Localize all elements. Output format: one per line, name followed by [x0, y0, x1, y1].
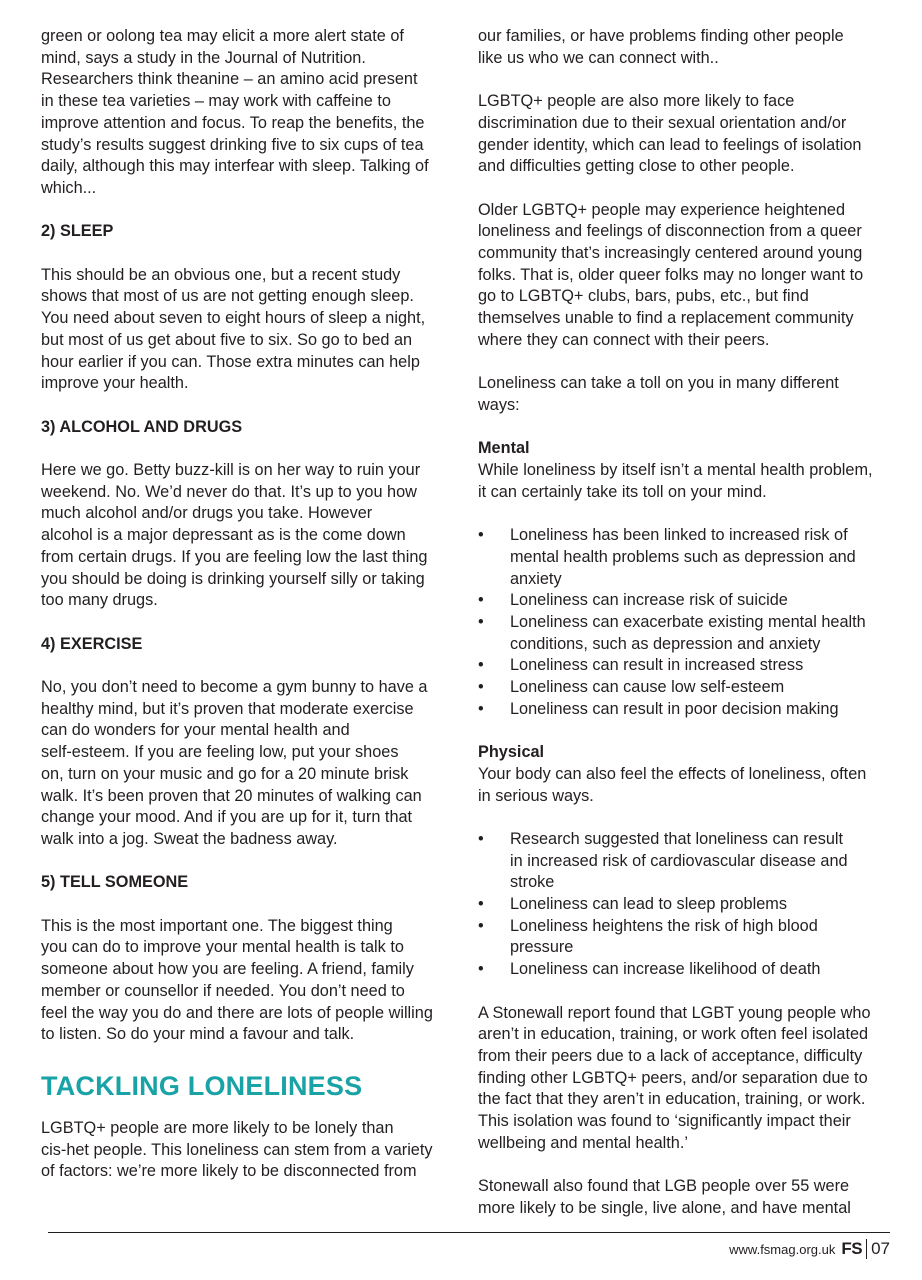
text-line: themselves unable to find a replacement community: [478, 309, 854, 328]
text-line: shows that most of us are not getting enough sleep.: [41, 287, 414, 306]
text-line: in serious ways.: [478, 786, 594, 805]
text-line: feel the way you do and there are lots of people willing: [41, 1003, 433, 1022]
text-line: You need about seven to eight hours of sleep a night,: [41, 309, 426, 328]
text-line: aren’t in education, training, or work often feel isolated: [478, 1025, 869, 1044]
text-line: our families, or have problems finding other people: [478, 27, 844, 45]
text-line: you should be doing is drinking yourself silly or taking: [41, 569, 425, 588]
tackling-loneliness-title: TACKLING LONELINESS: [41, 1070, 363, 1101]
list-item: [478, 959, 896, 981]
bullet-text: Loneliness can exacerbate existing mental health: [510, 612, 866, 631]
text-line: green or oolong tea may elicit a more alert state of: [41, 27, 404, 45]
text-line: No, you don’t need to become a gym bunny to have a: [41, 678, 428, 696]
text-line: member or counsellor if needed. You don’t need to: [41, 981, 405, 1000]
bullet-icon: •: [478, 526, 484, 545]
bullet-text: Loneliness can increase likelihood of death: [510, 960, 821, 979]
discrimination-paragraph: [478, 91, 896, 178]
text-line: self-esteem. If you are feeling low, put your shoes: [41, 743, 399, 762]
list-item: [478, 829, 896, 894]
mental-heading: Mental: [478, 439, 530, 458]
right-column: [478, 26, 896, 1220]
text-line: This is the most important one. The biggest thing: [41, 916, 393, 935]
bullet-text: stroke: [510, 873, 555, 892]
list-item: [478, 699, 896, 721]
text-line: on, turn on your music and go for a 20 minute brisk: [41, 764, 409, 783]
text-line: Your body can also feel the effects of loneliness, often: [478, 764, 867, 783]
text-line: to listen. So do your mind a favour and talk.: [41, 1025, 355, 1044]
text-line: the fact that they aren’t in education, training, or work.: [478, 1090, 866, 1109]
text-line: someone about how you are feeling. A friend, family: [41, 960, 414, 979]
list-item: [478, 525, 896, 590]
bullet-text: pressure: [510, 938, 574, 957]
text-line: mind, says a study in the Journal of Nutrition.: [41, 48, 366, 67]
text-line: weekend. No. We’d never do that. It’s up to you how: [41, 482, 417, 501]
list-item: [478, 677, 896, 699]
list-item: [478, 894, 896, 916]
bullet-text: Loneliness can result in increased stress: [510, 656, 804, 675]
older-people-paragraph: [478, 200, 896, 352]
text-line: go to LGBTQ+ clubs, bars, pubs, etc., but find: [478, 287, 809, 306]
loneliness-intro-paragraph: [41, 1118, 456, 1183]
text-line: LGBTQ+ people are more likely to be lonely than: [41, 1118, 394, 1137]
stonewall-lgb-paragraph: [478, 1176, 896, 1219]
text-line: hour earlier if you can. Those extra minutes can help: [41, 352, 420, 371]
text-line: LGBTQ+ people are also more likely to face: [478, 92, 795, 111]
list-item: [478, 916, 896, 959]
text-line: improve your health.: [41, 374, 189, 393]
text-line: you can do to improve your mental health is talk to: [41, 938, 404, 957]
list-item: [478, 655, 896, 677]
text-line: and difficulties getting close to other people.: [478, 157, 795, 176]
text-line: healthy mind, but it’s proven that moderate exercise: [41, 699, 414, 718]
text-line: it can certainly take its toll on your mind.: [478, 482, 767, 501]
text-line: like us who we can connect with..: [478, 48, 719, 67]
text-line: too many drugs.: [41, 591, 158, 610]
text-line: from their peers due to a lack of acceptance, difficulty: [478, 1046, 863, 1065]
alcohol-paragraph: [41, 460, 456, 612]
mental-bullet-list: [478, 525, 896, 720]
text-line: folks. That is, older queer folks may no longer want to: [478, 265, 864, 284]
text-line: This isolation was found to ‘significantly impact their: [478, 1112, 851, 1131]
text-line: change your mood. And if you are up for it, turn that: [41, 808, 413, 827]
text-line: walk into a jog. Sweat the badness away.: [41, 829, 338, 848]
text-line: alcohol is a major depressant as is the come down: [41, 526, 406, 545]
list-item: [478, 612, 896, 655]
text-line: Stonewall also found that LGB people over 55 were: [478, 1177, 850, 1196]
text-line: Older LGBTQ+ people may experience heightened: [478, 200, 846, 219]
text-line: Loneliness can take a toll on you in many different: [478, 374, 839, 393]
families-paragraph: [478, 26, 896, 69]
text-line: of factors: we’re more likely to be disconnected from: [41, 1162, 417, 1181]
exercise-paragraph: [41, 677, 456, 851]
bullet-icon: •: [478, 960, 484, 979]
list-item: [478, 590, 896, 612]
toll-paragraph: [478, 373, 896, 416]
bullet-text: Research suggested that loneliness can result: [510, 829, 844, 848]
intro-paragraph: [41, 26, 456, 200]
alcohol-heading: 3) ALCOHOL AND DRUGS: [41, 417, 243, 436]
bullet-text: Loneliness heightens the risk of high blood: [510, 916, 818, 935]
text-line: daily, although this may interfear with sleep. Talking of: [41, 157, 429, 176]
bullet-text: mental health problems such as depression and: [510, 547, 856, 566]
bullet-text: Loneliness can lead to sleep problems: [510, 895, 787, 914]
text-line: gender identity, which can lead to feelings of isolation: [478, 135, 862, 154]
page-footer: [729, 1238, 890, 1260]
page-number: 07: [871, 1239, 890, 1258]
mental-paragraph: [478, 460, 896, 503]
bullet-text: anxiety: [510, 569, 562, 588]
footer-divider: [48, 1232, 890, 1233]
footer-url-link[interactable]: www.fsmag.org.uk: [729, 1241, 836, 1257]
text-line: Here we go. Betty buzz-kill is on her way to ruin your: [41, 461, 421, 479]
text-line: This should be an obvious one, but a recent study: [41, 265, 401, 284]
text-line: finding other LGBTQ+ peers, and/or separation due to: [478, 1068, 868, 1087]
text-line: improve attention and focus. To reap the benefits, the: [41, 113, 425, 132]
bullet-text: Loneliness has been linked to increased risk of: [510, 526, 848, 545]
bullet-icon: •: [478, 699, 484, 718]
bullet-text: Loneliness can increase risk of suicide: [510, 591, 788, 610]
bullet-icon: •: [478, 612, 484, 631]
text-line: wellbeing and mental health.’: [478, 1133, 688, 1152]
bullet-icon: •: [478, 829, 484, 848]
text-line: study’s results suggest drinking five to six cups of tea: [41, 135, 424, 154]
text-line: community that’s increasingly centered around young: [478, 244, 863, 262]
physical-paragraph: [478, 764, 896, 807]
text-line: from certain drugs. If you are feeling low the last thing: [41, 547, 428, 566]
text-line: cis-het people. This loneliness can stem from a variety: [41, 1140, 433, 1159]
bullet-icon: •: [478, 678, 484, 697]
bullet-icon: •: [478, 895, 484, 914]
bullet-icon: •: [478, 916, 484, 935]
text-line: Researchers think theanine – an amino acid present: [41, 70, 418, 89]
sleep-paragraph: [41, 265, 456, 395]
bullet-text: Loneliness can result in poor decision making: [510, 699, 839, 718]
text-line: much alcohol and/or drugs you take. However: [41, 504, 373, 523]
physical-heading: Physical: [478, 743, 545, 762]
exercise-heading: 4) EXERCISE: [41, 634, 143, 653]
stonewall-report-paragraph: [478, 1003, 896, 1155]
text-line: A Stonewall report found that LGBT young people who: [478, 1003, 871, 1022]
text-line: While loneliness by itself isn’t a mental health problem,: [478, 461, 873, 479]
left-column: [41, 26, 456, 1183]
text-line: but most of us get about five to six. So go to bed an: [41, 330, 413, 349]
text-line: in these tea varieties – may work with caffeine to: [41, 92, 391, 111]
text-line: where they can connect with their peers.: [478, 330, 770, 349]
tell-someone-paragraph: [41, 916, 456, 1046]
fs-logo: FS: [841, 1239, 867, 1259]
text-line: discrimination due to their sexual orientation and/or: [478, 113, 847, 132]
sleep-heading: 2) SLEEP: [41, 222, 114, 241]
text-line: ways:: [478, 395, 520, 414]
bullet-text: conditions, such as depression and anxiety: [510, 634, 821, 653]
tell-someone-heading: 5) TELL SOMEONE: [41, 873, 189, 892]
text-line: can do wonders for your mental health and: [41, 721, 350, 740]
text-line: walk. It’s been proven that 20 minutes of walking can: [41, 786, 422, 805]
text-line: which...: [41, 178, 97, 197]
bullet-text: in increased risk of cardiovascular disease and: [510, 851, 848, 870]
bullet-text: Loneliness can cause low self-esteem: [510, 678, 785, 697]
text-line: loneliness and feelings of disconnection from a queer: [478, 222, 862, 241]
bullet-icon: •: [478, 656, 484, 675]
physical-bullet-list: [478, 829, 896, 981]
bullet-icon: •: [478, 591, 484, 610]
text-line: more likely to be single, live alone, and have mental: [478, 1198, 851, 1217]
